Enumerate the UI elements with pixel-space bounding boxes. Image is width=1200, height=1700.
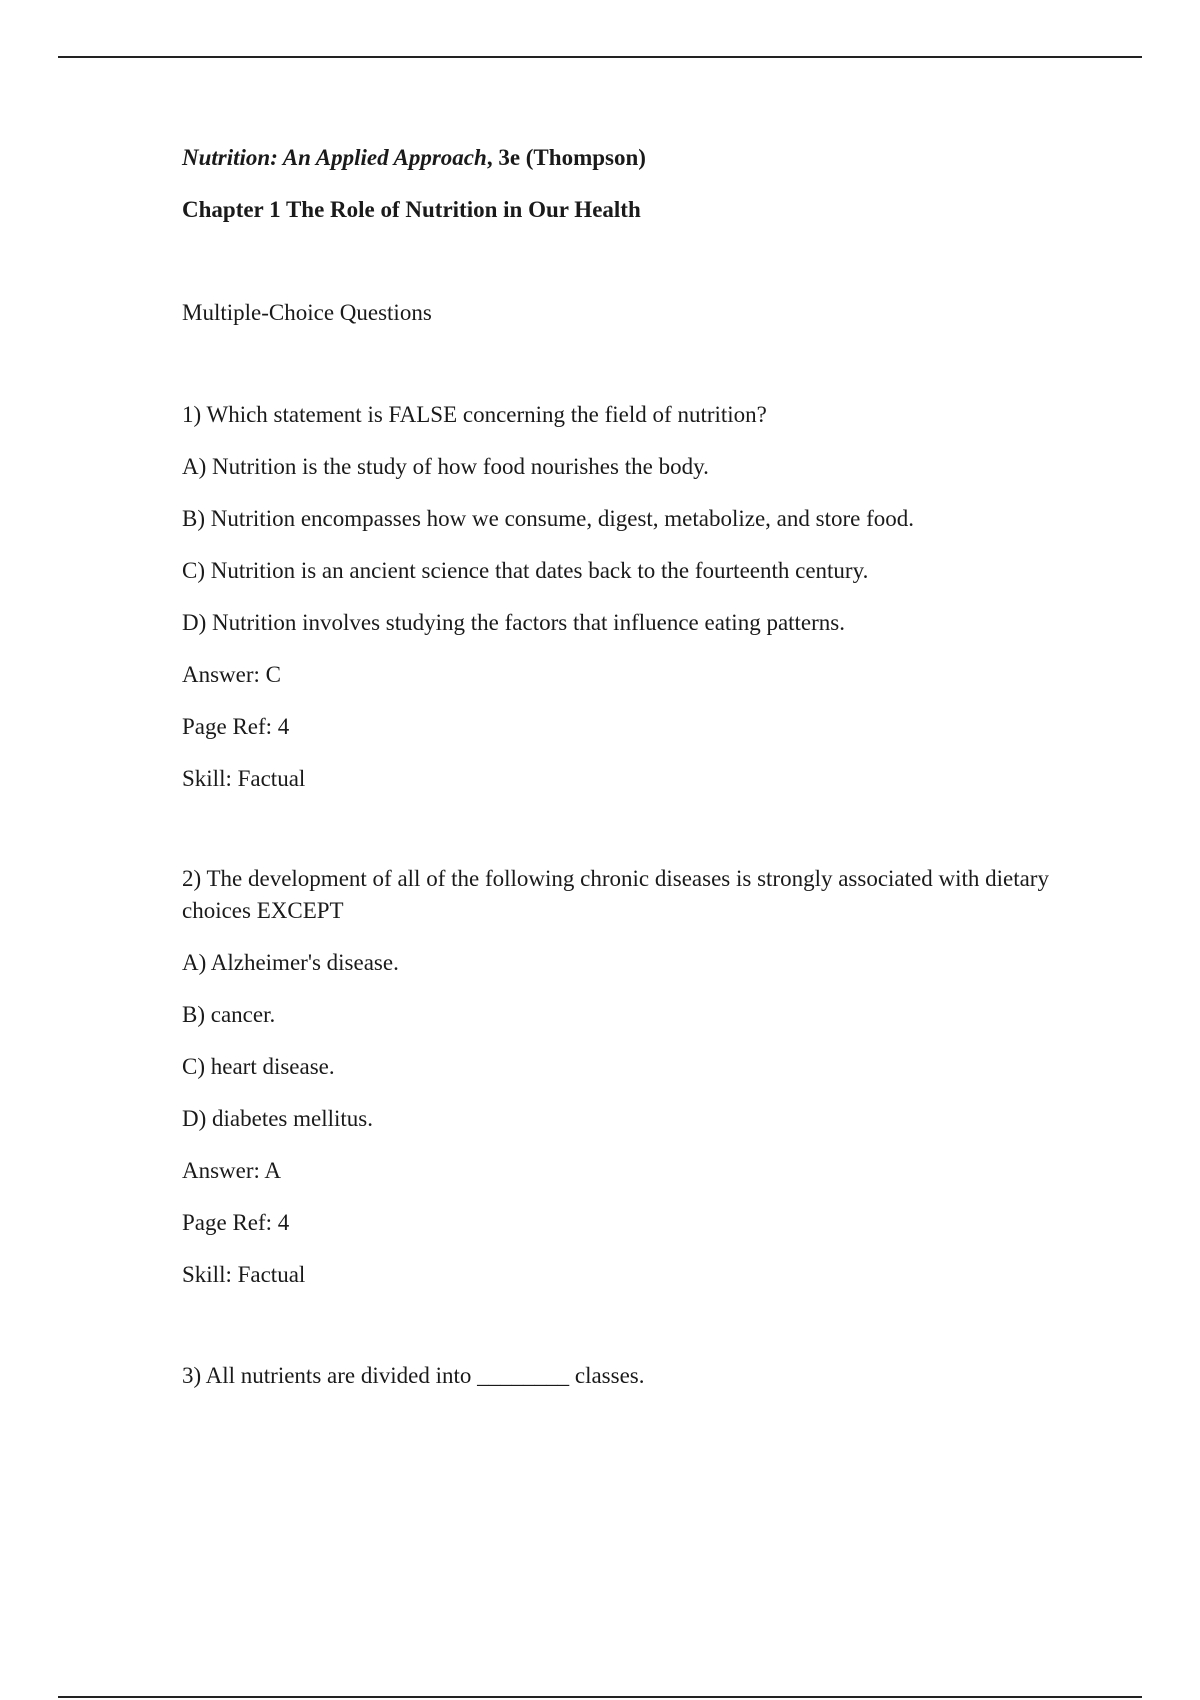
question-3 (182, 1360, 1062, 1392)
option-d: D) Nutrition involves studying the factors that influence eating patterns. (182, 610, 846, 635)
book-title-edition: , 3e (Thompson) (486, 145, 646, 170)
question-stem: 1) Which statement is FALSE concerning the field of nutrition? (182, 402, 767, 427)
option-c: C) Nutrition is an ancient science that dates back to the fourteenth century. (182, 558, 869, 583)
bottom-rule (58, 1696, 1142, 1698)
chapter-title: Chapter 1 The Role of Nutrition in Our Health (182, 197, 641, 222)
answer: Answer: C (182, 662, 282, 687)
page-ref: Page Ref: 4 (182, 1210, 290, 1235)
option-b: B) Nutrition encompasses how we consume, digest, metabolize, and store food. (182, 506, 915, 531)
top-rule (58, 56, 1142, 58)
option-c: C) heart disease. (182, 1054, 335, 1079)
book-title (182, 142, 1062, 174)
option-a: A) Alzheimer's disease. (182, 950, 399, 975)
question-2 (182, 863, 1062, 1291)
option-b: B) cancer. (182, 1002, 276, 1027)
question-1 (182, 399, 1062, 795)
section-title: Multiple-Choice Questions (182, 300, 432, 325)
question-stem: 2) The development of all of the following chronic diseases is strongly associated with dietary choices EXCEPT (182, 866, 1049, 923)
answer: Answer: A (182, 1158, 282, 1183)
document-body (182, 142, 1062, 1392)
book-title-italic: Nutrition: An Applied Approach (182, 145, 487, 170)
question-stem: 3) All nutrients are divided into ________ classes. (182, 1363, 645, 1388)
option-d: D) diabetes mellitus. (182, 1106, 373, 1131)
skill: Skill: Factual (182, 766, 306, 791)
page-ref: Page Ref: 4 (182, 714, 290, 739)
option-a: A) Nutrition is the study of how food nourishes the body. (182, 454, 709, 479)
skill: Skill: Factual (182, 1262, 306, 1287)
